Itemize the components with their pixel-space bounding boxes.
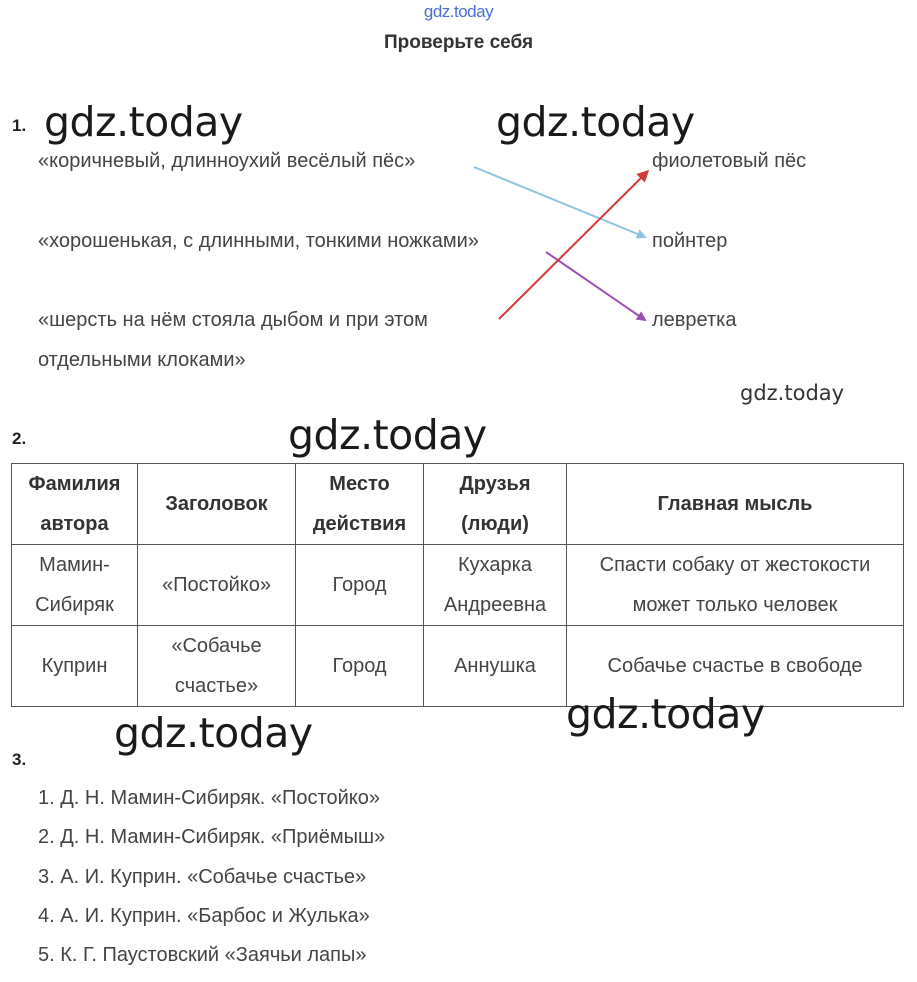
header-title: Заголовок (138, 464, 296, 545)
task-2-number: 2. (12, 429, 27, 448)
list-item: 3. А. И. Куприн. «Собачье счастье» (38, 866, 367, 888)
watermark: gdz.today (288, 411, 487, 459)
header-friends: Друзья (люди) (424, 464, 567, 545)
cell-main-idea: Собачье счастье в свободе (567, 626, 904, 707)
cell-place: Город (296, 626, 424, 707)
table-header-row (12, 464, 904, 545)
cell-friends: Аннушка (424, 626, 567, 707)
cell-title: «Постойко» (138, 545, 296, 626)
task-3-number: 3. (12, 750, 27, 769)
cell-author: Мамин- Сибиряк (12, 545, 138, 626)
arrow-blue (474, 167, 645, 237)
phrase-fur-line-2: отдельными клоками» (38, 349, 246, 371)
summary-table (11, 463, 904, 707)
watermark: gdz.today (496, 98, 695, 146)
cell-friends: Кухарка Андреевна (424, 545, 567, 626)
list-item: 2. Д. Н. Мамин-Сибиряк. «Приёмыш» (38, 826, 386, 848)
list-item: 1. Д. Н. Мамин-Сибиряк. «Постойко» (38, 787, 380, 809)
table-row (12, 545, 904, 626)
cell-author: Куприн (12, 626, 138, 707)
answer-levretka: левретка (652, 309, 737, 331)
page-title: Проверьте себя (383, 32, 534, 53)
watermark: gdz.today (566, 690, 765, 738)
header-author: Фамилия автора (12, 464, 138, 545)
phrase-pretty-legs: «хорошенькая, с длинными, тонкими ножками» (38, 230, 479, 252)
answer-violet-dog: фиолетовый пёс (652, 150, 807, 172)
watermark-top: gdz.today (423, 2, 494, 21)
watermark: gdz.today (44, 98, 243, 146)
cell-place: Город (296, 545, 424, 626)
table-row (12, 626, 904, 707)
list-item: 4. А. И. Куприн. «Барбос и Жулька» (38, 905, 370, 927)
arrow-red (499, 172, 647, 319)
header-place: Место действия (296, 464, 424, 545)
phrase-brown-dog: «коричневый, длинноухий весёлый пёс» (38, 150, 416, 172)
arrow-purple (546, 252, 645, 320)
list-item: 5. К. Г. Паустовский «Заячьи лапы» (38, 944, 367, 966)
header-main-idea: Главная мысль (567, 464, 904, 545)
watermark: gdz.today (740, 381, 845, 405)
cell-main-idea: Спасти собаку от жестокости может только человек (567, 545, 904, 626)
cell-title: «Собачье счастье» (138, 626, 296, 707)
answer-pointer: пойнтер (652, 230, 728, 252)
task-1-number: 1. (12, 116, 27, 135)
watermark: gdz.today (114, 709, 313, 757)
phrase-fur-line-1: «шерсть на нём стояла дыбом и при этом (38, 309, 428, 331)
